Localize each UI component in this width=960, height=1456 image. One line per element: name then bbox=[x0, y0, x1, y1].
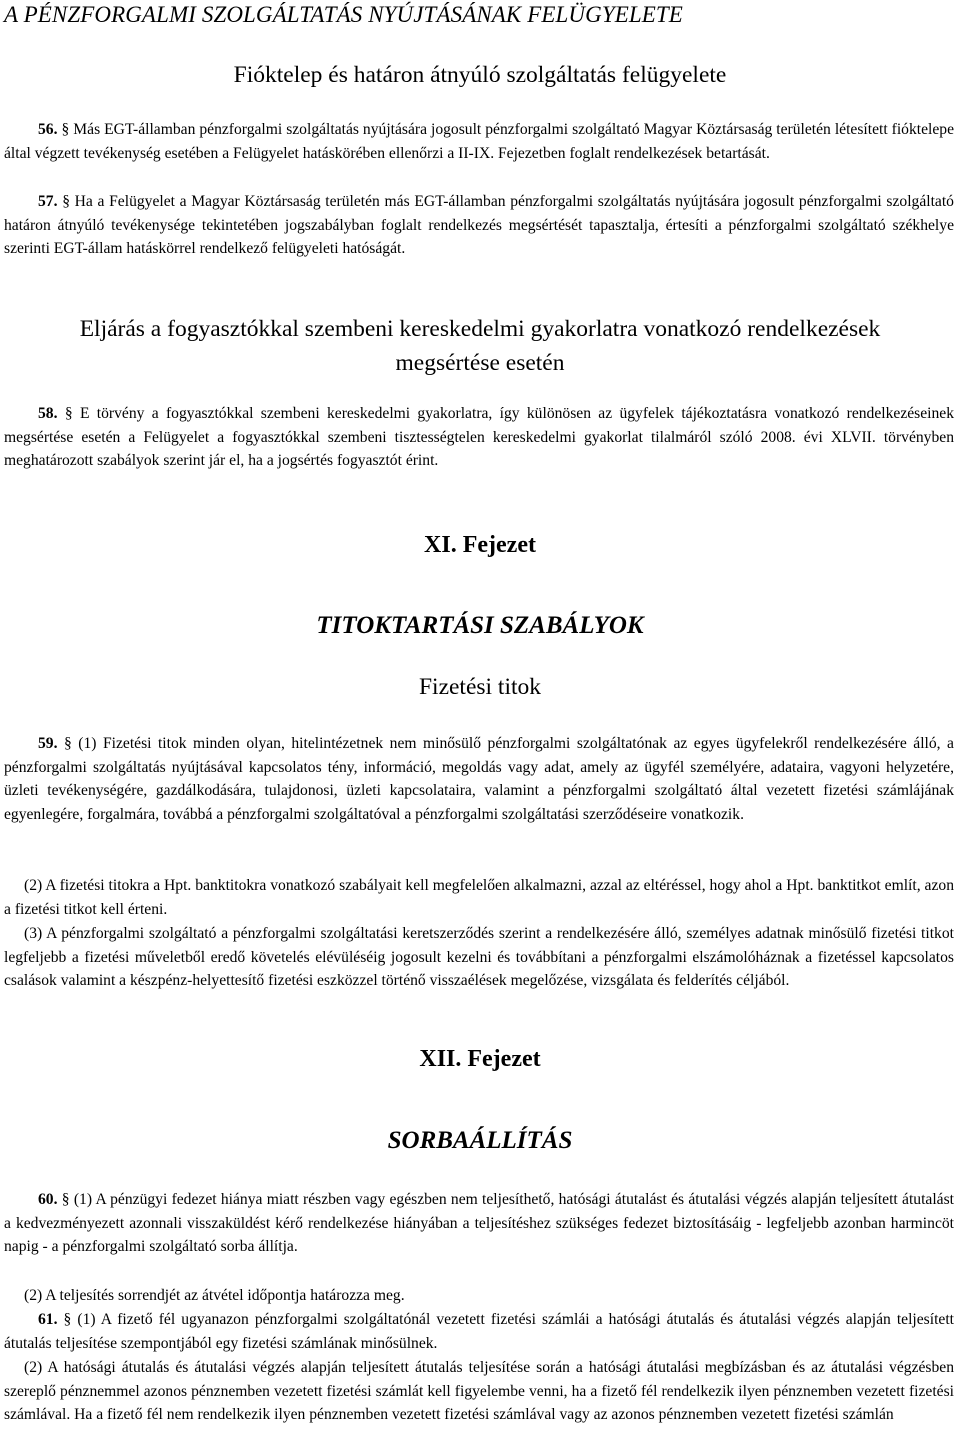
paragraph-60-1 bbox=[4, 1188, 954, 1259]
paragraph-59-1 bbox=[4, 732, 954, 826]
paragraph-number: 57. bbox=[38, 193, 58, 210]
paragraph-number: 61. bbox=[38, 1311, 58, 1328]
chapter-heading-xi: XI. Fejezet bbox=[424, 532, 536, 558]
section-sign: § bbox=[62, 193, 70, 210]
section-sign: § bbox=[63, 1311, 72, 1328]
section-sign: § bbox=[61, 1191, 70, 1208]
paragraph-text: (1) Fizetési titok minden olyan, hitelintézetnek nem minősülő pénzforgalmi szolgáltatónak az egyes ügyfelekről rendelkezésére álló, a pénzforgalmi szolgáltatás nyújtásával kapcsolatos tény, információ, megoldás vagy adat, amely az ügyfél személyére, adataira, vagyoni helyzetére, üzleti tevékenységére, gazdálkodására, tulajdonosi, üzleti kapcsolataira, valamint a pénzforgalmi szolgáltató által vezetett fizetési számlájának egyenlegére, forgalmára, továbbá a pénzforgalmi szolgáltatóval a pénzforgalmi szolgáltatási szerződéseire vonatkozik. bbox=[4, 735, 954, 823]
paragraph-number: 59. bbox=[38, 735, 58, 752]
paragraph-56 bbox=[4, 118, 954, 165]
paragraph-number: 60. bbox=[38, 1191, 58, 1208]
chapter-heading-xii: XII. Fejezet bbox=[419, 1046, 541, 1072]
paragraph-61-2: (2) A hatósági átutalás és átutalási végzés alapján teljesített átutalás teljesítése során a hatósági átutalási megbízásban és az átutalási végzésben szereplő pénznemmel azonos pénznemben vezetett fizetési számlát kell figyelembe venni, ha a fizető fél rendelkezik ilyen pénznemben vezetett fizetési számlával. Ha a fizető fél nem rendelkezik ilyen pénznemben vezetett fizetési számlával vagy az azonos pénznemben vezetett fizetési számlán bbox=[4, 1359, 954, 1424]
paragraph-text: (1) A pénzügyi fedezet hiánya miatt részben vagy egészben nem teljesíthető, hatósági átutalást és átutalási végzés alapján teljesített átutalást a kedvezményezett azonnali visszaküldést kérő rendelkezése hiányában a teljesítéshez szükséges fedezet biztosításáig - legfeljebb azonban harmincöt napig - a pénzforgalmi szolgáltató sorba állítja. bbox=[4, 1191, 954, 1256]
paragraph-number: 56. bbox=[38, 121, 58, 138]
subheading-payment-secret: Fizetési titok bbox=[418, 674, 542, 700]
document-heading: A PÉNZFORGALMI SZOLGÁLTATÁS NYÚJTÁSÁNAK FELÜGYELETE bbox=[4, 2, 683, 27]
subheading-consumer-practices: Eljárás a fogyasztókkal szembeni kereskedelmi gyakorlatra vonatkozó rendelkezések megsértése esetén bbox=[79, 316, 881, 376]
paragraph-text: E törvény a fogyasztókkal szembeni kereskedelmi gyakorlatra, így különösen az ügyfelek tájékoztatásra vonatkozó rendelkezéseinek megsértése esetén a Felügyelet a fogyasztókkal szembeni tisztességtelen kereskedelmi gyakorlat tilalmáról szóló 2008. évi XLVII. törvényben meghatározott szabályok szerint jár el, ha a jogsértés fogyasztót érint. bbox=[4, 405, 955, 470]
chapter-title-queueing: SORBAÁLLÍTÁS bbox=[387, 1127, 573, 1154]
section-sign: § bbox=[64, 405, 73, 422]
paragraph-59-2: (2) A fizetési titokra a Hpt. banktitokra vonatkozó szabályait kell megfelelően alkalmazni, azzal az eltéréssel, hogy ahol a Hpt. banktitkot említ, azon a fizetési titkot kell érteni. bbox=[4, 877, 954, 918]
section-sign: § bbox=[64, 735, 72, 752]
paragraph-59-3: (3) A pénzforgalmi szolgáltató a pénzforgalmi szolgáltatási keretszerződés szerint a rendelkezésére álló, személyes adatnak minősülő fizetési titkot legfeljebb a fizetési műveletből eredő követelés elévüléséig jogosult kezelni és továbbítani a pénzforgalmi elszámolóháznak a fizetéssel kapcsolatos csalások valamint a készpénz-helyettesítő fizetési eszközzel történő visszaélések megelőzése, vizsgálata és felderítés céljából. bbox=[4, 925, 954, 990]
paragraph-text: Más EGT-államban pénzforgalmi szolgáltatás nyújtására jogosult pénzforgalmi szolgáltató Magyar Köztársaság területén létesített fióktelepe által végzett tevékenység esetében a Felügyelet hatáskörében ellenőrzi a II-IX. Fejezetben foglalt rendelkezések betartását. bbox=[4, 121, 955, 162]
paragraph-60-2: (2) A teljesítés sorrendjét az átvétel időpontja határozza meg. bbox=[24, 1287, 405, 1304]
paragraph-text: (1) A fizető fél ugyanazon pénzforgalmi szolgáltatónál vezetett fizetési számlái a hatósági átutalás és átutalási végzés alapján teljesített átutalás teljesítése szempontjából egy fizetési számlának minősülnek. bbox=[4, 1311, 954, 1352]
paragraph-61-1 bbox=[4, 1308, 954, 1355]
paragraph-57 bbox=[4, 190, 954, 261]
subheading-branch-supervision: Fióktelep és határon átnyúló szolgáltatás felügyelete bbox=[233, 62, 727, 88]
section-sign: § bbox=[61, 121, 70, 138]
paragraph-number: 58. bbox=[38, 405, 58, 422]
paragraph-text: Ha a Felügyelet a Magyar Köztársaság területén más EGT-államban pénzforgalmi szolgáltatás nyújtására jogosult pénzforgalmi szolgáltató határon átnyúló tevékenysége tekintetében jogszabályban foglalt rendelkezés megsértését tapasztalja, értesíti a pénzforgalmi szolgáltató székhelye szerinti EGT-állam hatáskörrel rendelkező felügyeleti hatóságát. bbox=[4, 193, 954, 258]
chapter-title-secrecy: TITOKTARTÁSI SZABÁLYOK bbox=[316, 612, 644, 639]
paragraph-58 bbox=[4, 402, 954, 473]
